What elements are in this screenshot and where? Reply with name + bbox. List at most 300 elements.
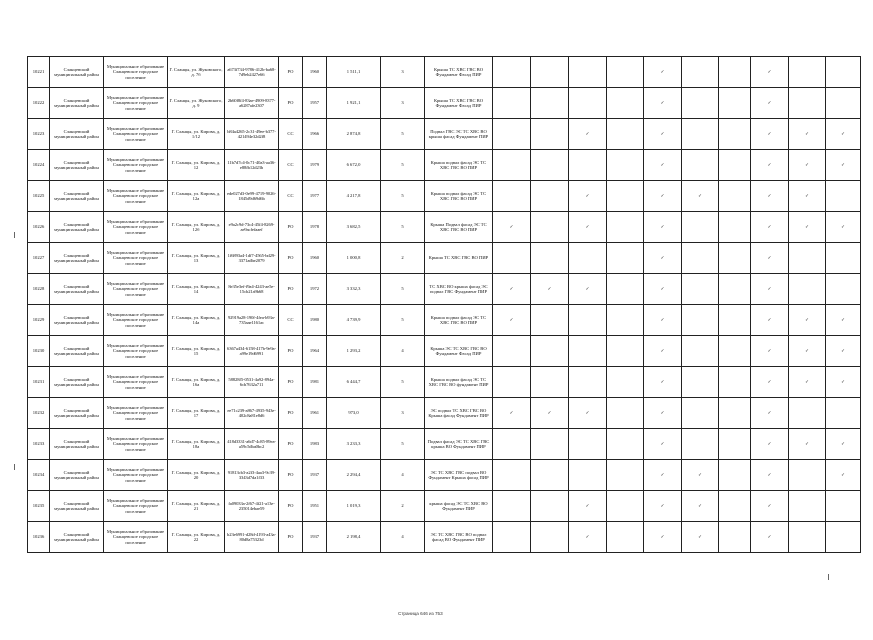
work-check-cell <box>719 119 751 150</box>
work-check-cell <box>682 243 719 274</box>
checkmark-icon: ✓ <box>585 534 590 540</box>
works-cell: ЭС ТС ХВС ГВС подвал ВО Фундамент Крыша фасад ПИР <box>425 460 493 491</box>
address-cell: Г. Сланцы, ул. Кирова, д. 14а <box>168 305 225 336</box>
work-check-cell <box>682 212 719 243</box>
work-check-cell <box>607 460 644 491</box>
work-check-cell <box>826 398 861 429</box>
address-cell: Г. Сланцы, ул. Жуковского, д. 7б <box>168 57 225 88</box>
checkmark-icon: ✓ <box>805 348 809 354</box>
work-check-cell <box>607 336 644 367</box>
row-id: 10226 <box>28 212 50 243</box>
table-row <box>28 336 861 367</box>
year-cell: 1960 <box>303 243 327 274</box>
year-cell: 1961 <box>303 398 327 429</box>
work-check-cell <box>569 57 607 88</box>
work-check-cell <box>789 243 826 274</box>
work-check-cell <box>719 150 751 181</box>
checkmark-icon: ✓ <box>767 131 772 137</box>
district-cell: Сланцевский муниципальный район <box>50 150 104 181</box>
table-row <box>28 522 861 553</box>
work-check-cell <box>751 243 789 274</box>
work-check-cell <box>682 336 719 367</box>
work-check-cell <box>644 522 682 553</box>
work-check-cell <box>719 212 751 243</box>
type-cell: РО <box>279 212 303 243</box>
floors-cell: 3 <box>381 398 425 429</box>
guid-cell: 1f6893a4-1df7-4565-bd29-3371adbe2079 <box>225 243 279 274</box>
checkmark-icon: ✓ <box>841 441 845 447</box>
row-id: 10231 <box>28 367 50 398</box>
guid-cell: 8e35e3ef-f9a4-4243-ae5e-15cb21a9b68 <box>225 274 279 305</box>
municipality-cell: Муниципальное образование Сланцевское городское поселение <box>104 119 168 150</box>
municipality-cell: Муниципальное образование Сланцевское городское поселение <box>104 181 168 212</box>
work-check-cell <box>719 274 751 305</box>
address-cell: Г. Сланцы, ул. Кирова, д. 12б <box>168 212 225 243</box>
area-cell: 973,0 <box>327 398 381 429</box>
row-id: 10233 <box>28 429 50 460</box>
area-cell: 2 294,4 <box>327 460 381 491</box>
checkmark-icon: ✓ <box>698 193 702 199</box>
work-check-cell <box>644 119 682 150</box>
checkmark-icon: ✓ <box>660 162 665 168</box>
work-check-cell <box>644 274 682 305</box>
work-check-cell <box>682 367 719 398</box>
type-cell: СС <box>279 305 303 336</box>
area-cell: 1 000,8 <box>327 243 381 274</box>
work-check-cell <box>531 460 569 491</box>
checkmark-icon: ✓ <box>767 224 772 230</box>
row-id: 10234 <box>28 460 50 491</box>
row-id: 10224 <box>28 150 50 181</box>
address-cell: Г. Сланцы, ул. Кирова, д. 18а <box>168 429 225 460</box>
district-cell: Сланцевский муниципальный район <box>50 460 104 491</box>
guid-cell: 11b7d7c4-0c71-40a3-aa36-e88fb12d23b <box>225 150 279 181</box>
work-check-cell <box>719 88 751 119</box>
works-cell: крыша фасад ЭС ТС ХВС ВО Фундамент ПИР <box>425 491 493 522</box>
works-cell: Крыша ЭС ТС ХВС ГВС ВО Фундамент Фасад ПИР <box>425 336 493 367</box>
checkmark-icon: ✓ <box>767 255 772 261</box>
area-cell: 6 444,7 <box>327 367 381 398</box>
type-cell: РО <box>279 429 303 460</box>
type-cell: РО <box>279 398 303 429</box>
municipality-cell: Муниципальное образование Сланцевское городское поселение <box>104 522 168 553</box>
guid-cell: e9a2c9d-73c4-45f4-8269-ae9acfefaaef <box>225 212 279 243</box>
table-row <box>28 274 861 305</box>
work-check-cell <box>682 150 719 181</box>
year-cell: 1978 <box>303 212 327 243</box>
municipality-cell: Муниципальное образование Сланцевское городское поселение <box>104 212 168 243</box>
work-check-cell <box>644 212 682 243</box>
work-check-cell <box>751 367 789 398</box>
district-cell: Сланцевский муниципальный район <box>50 119 104 150</box>
works-cell: Крыша подвал фасад ЭС ТС ХВС ГВС ВО ПИР <box>425 150 493 181</box>
work-check-cell <box>644 150 682 181</box>
table-row <box>28 150 861 181</box>
work-check-cell <box>531 522 569 553</box>
district-cell: Сланцевский муниципальный район <box>50 274 104 305</box>
guid-cell: ede027d3-0e99-4719-9026-1845d9d69d6b <box>225 181 279 212</box>
work-check-cell <box>751 88 789 119</box>
district-cell: Сланцевский муниципальный район <box>50 491 104 522</box>
work-check-cell <box>569 181 607 212</box>
type-cell: РО <box>279 88 303 119</box>
work-check-cell <box>493 429 531 460</box>
work-check-cell <box>751 398 789 429</box>
checkmark-icon: ✓ <box>585 224 590 230</box>
row-id: 10227 <box>28 243 50 274</box>
checkmark-icon: ✓ <box>841 317 845 323</box>
works-cell: Крыша Подвал фасад ЭС ТС ХВС ГВС ВО ПИР <box>425 212 493 243</box>
work-check-cell <box>569 119 607 150</box>
table-row <box>28 212 861 243</box>
works-cell: Подвал фасад ЭС ТС ХВС ГВС крыша ВО Фундамент ПИР <box>425 429 493 460</box>
type-cell: РО <box>279 274 303 305</box>
work-check-cell <box>751 119 789 150</box>
work-check-cell <box>682 460 719 491</box>
work-check-cell <box>826 57 861 88</box>
work-check-cell <box>789 88 826 119</box>
work-check-cell <box>644 181 682 212</box>
checkmark-icon: ✓ <box>767 503 772 509</box>
works-cell: Крыша ТС ХВС ГВС ВО Фундамент Фасад ПИР <box>425 57 493 88</box>
works-cell: ТС ХВС ВО крыша фасад ЭС подвал ГВС Фундамент ПИР <box>425 274 493 305</box>
work-check-cell <box>789 305 826 336</box>
work-check-cell <box>644 88 682 119</box>
work-check-cell <box>644 57 682 88</box>
work-check-cell <box>751 212 789 243</box>
checkmark-icon: ✓ <box>660 472 665 478</box>
work-check-cell <box>751 150 789 181</box>
year-cell: 1957 <box>303 88 327 119</box>
work-check-cell <box>826 336 861 367</box>
work-check-cell <box>751 460 789 491</box>
checkmark-icon: ✓ <box>767 317 772 323</box>
row-id: 10228 <box>28 274 50 305</box>
table-row <box>28 119 861 150</box>
work-check-cell <box>826 243 861 274</box>
work-check-cell <box>644 491 682 522</box>
checkmark-icon: ✓ <box>767 441 772 447</box>
checkmark-icon: ✓ <box>841 348 845 354</box>
work-check-cell <box>569 367 607 398</box>
guid-cell: 91813cb3-a2f3-4aa3-9c39-3343d7da1f33 <box>225 460 279 491</box>
row-id: 10230 <box>28 336 50 367</box>
row-id: 10232 <box>28 398 50 429</box>
address-cell: Г. Сланцы, ул. Кирова, д. 21 <box>168 491 225 522</box>
table-row <box>28 305 861 336</box>
address-cell: Г. Сланцы, ул. Кирова, д. 12 <box>168 150 225 181</box>
district-cell: Сланцевский муниципальный район <box>50 336 104 367</box>
page-footer: Страница 646 из 753 <box>398 611 443 616</box>
area-cell: 4 739,9 <box>327 305 381 336</box>
work-check-cell <box>789 181 826 212</box>
work-check-cell <box>789 491 826 522</box>
work-check-cell <box>531 181 569 212</box>
address-cell: Г. Сланцы, ул. Кирова, д. 1/12 <box>168 119 225 150</box>
checkmark-icon: ✓ <box>509 317 514 323</box>
checkmark-icon: ✓ <box>841 379 845 385</box>
scan-mark <box>828 574 829 580</box>
municipality-cell: Муниципальное образование Сланцевское городское поселение <box>104 460 168 491</box>
address-cell: Г. Сланцы, ул. Кирова, д. 22 <box>168 522 225 553</box>
work-check-cell <box>719 491 751 522</box>
work-check-cell <box>607 181 644 212</box>
checkmark-icon: ✓ <box>585 193 590 199</box>
work-check-cell <box>569 336 607 367</box>
work-check-cell <box>789 150 826 181</box>
checkmark-icon: ✓ <box>841 224 845 230</box>
work-check-cell <box>607 429 644 460</box>
work-check-cell <box>751 57 789 88</box>
works-cell: Подвал ГВС ЭС ТС ХВС ВО крыша фасад Фундамент ПИР <box>425 119 493 150</box>
work-check-cell <box>493 243 531 274</box>
work-check-cell <box>607 274 644 305</box>
year-cell: 1937 <box>303 522 327 553</box>
work-check-cell <box>493 336 531 367</box>
municipality-cell: Муниципальное образование Сланцевское городское поселение <box>104 57 168 88</box>
checkmark-icon: ✓ <box>805 162 809 168</box>
work-check-cell <box>531 119 569 150</box>
address-cell: Г. Сланцы, ул. Жуковского, д. 9 <box>168 88 225 119</box>
work-check-cell <box>644 305 682 336</box>
year-cell: 1972 <box>303 274 327 305</box>
municipality-cell: Муниципальное образование Сланцевское городское поселение <box>104 336 168 367</box>
checkmark-icon: ✓ <box>698 472 702 478</box>
work-check-cell <box>719 522 751 553</box>
work-check-cell <box>531 398 569 429</box>
work-check-cell <box>682 274 719 305</box>
work-check-cell <box>569 398 607 429</box>
municipality-cell: Муниципальное образование Сланцевское городское поселение <box>104 491 168 522</box>
work-check-cell <box>826 460 861 491</box>
address-cell: Г. Сланцы, ул. Кирова, д. 17 <box>168 398 225 429</box>
checkmark-icon: ✓ <box>660 317 665 323</box>
work-check-cell <box>607 57 644 88</box>
guid-cell: 58828f5-0531-4a92-894a-6cb7632a711 <box>225 367 279 398</box>
work-check-cell <box>789 398 826 429</box>
work-check-cell <box>531 491 569 522</box>
checkmark-icon: ✓ <box>660 100 665 106</box>
checkmark-icon: ✓ <box>767 472 772 478</box>
year-cell: 1979 <box>303 150 327 181</box>
checkmark-icon: ✓ <box>585 286 590 292</box>
checkmark-icon: ✓ <box>660 534 665 540</box>
floors-cell: 5 <box>381 274 425 305</box>
area-cell: 1 511,1 <box>327 57 381 88</box>
checkmark-icon: ✓ <box>841 162 845 168</box>
address-cell: Г. Сланцы, ул. Кирова, д. 12а <box>168 181 225 212</box>
row-id: 10229 <box>28 305 50 336</box>
address-cell: Г. Сланцы, ул. Кирова, д. 20 <box>168 460 225 491</box>
checkmark-icon: ✓ <box>509 286 514 292</box>
type-cell: СС <box>279 119 303 150</box>
table-row <box>28 88 861 119</box>
guid-cell: 2b60f8f4-83ae-4909-8377-a6287afe2307 <box>225 88 279 119</box>
work-check-cell <box>826 274 861 305</box>
work-check-cell <box>493 88 531 119</box>
floors-cell: 5 <box>381 212 425 243</box>
address-cell: Г. Сланцы, ул. Кирова, д. 15 <box>168 336 225 367</box>
table-body <box>28 57 861 553</box>
row-id: 10223 <box>28 119 50 150</box>
municipality-cell: Муниципальное образование Сланцевское городское поселение <box>104 367 168 398</box>
municipality-cell: Муниципальное образование Сланцевское городское поселение <box>104 398 168 429</box>
guid-cell: 92919a28-190f-4fea-b93a-735aae1161ac <box>225 305 279 336</box>
work-check-cell <box>531 88 569 119</box>
work-check-cell <box>789 367 826 398</box>
work-check-cell <box>531 305 569 336</box>
work-check-cell <box>493 119 531 150</box>
work-check-cell <box>569 305 607 336</box>
area-cell: 1 019,3 <box>327 491 381 522</box>
checkmark-icon: ✓ <box>805 193 809 199</box>
work-check-cell <box>682 57 719 88</box>
area-cell: 2 198,4 <box>327 522 381 553</box>
work-check-cell <box>569 243 607 274</box>
row-id: 10222 <box>28 88 50 119</box>
work-check-cell <box>493 491 531 522</box>
work-check-cell <box>569 212 607 243</box>
checkmark-icon: ✓ <box>805 131 809 137</box>
work-check-cell <box>751 429 789 460</box>
year-cell: 1964 <box>303 336 327 367</box>
municipality-cell: Муниципальное образование Сланцевское городское поселение <box>104 429 168 460</box>
table-row <box>28 398 861 429</box>
work-check-cell <box>719 429 751 460</box>
work-check-cell <box>682 119 719 150</box>
checkmark-icon: ✓ <box>805 317 809 323</box>
type-cell: РО <box>279 336 303 367</box>
work-check-cell <box>826 305 861 336</box>
year-cell: 1977 <box>303 181 327 212</box>
checkmark-icon: ✓ <box>767 286 772 292</box>
work-check-cell <box>789 336 826 367</box>
municipality-cell: Муниципальное образование Сланцевское городское поселение <box>104 243 168 274</box>
work-check-cell <box>751 336 789 367</box>
guid-cell: fa09033a-2f67-4f21-a13e-235014ebae59 <box>225 491 279 522</box>
area-cell: 4 217,8 <box>327 181 381 212</box>
work-check-cell <box>569 88 607 119</box>
work-check-cell <box>826 522 861 553</box>
checkmark-icon: ✓ <box>660 379 665 385</box>
work-check-cell <box>493 181 531 212</box>
work-check-cell <box>719 460 751 491</box>
floors-cell: 4 <box>381 522 425 553</box>
table-row <box>28 491 861 522</box>
floors-cell: 2 <box>381 243 425 274</box>
work-check-cell <box>789 274 826 305</box>
checkmark-icon: ✓ <box>660 286 665 292</box>
year-cell: 1980 <box>303 305 327 336</box>
checkmark-icon: ✓ <box>509 224 514 230</box>
work-check-cell <box>826 88 861 119</box>
checkmark-icon: ✓ <box>547 410 552 416</box>
guid-cell: 6367a434-6158-417b-9e9a-a99e19d6991 <box>225 336 279 367</box>
municipality-cell: Муниципальное образование Сланцевское городское поселение <box>104 150 168 181</box>
work-check-cell <box>682 88 719 119</box>
row-id: 10235 <box>28 491 50 522</box>
work-check-cell <box>719 398 751 429</box>
work-check-cell <box>493 460 531 491</box>
work-check-cell <box>826 367 861 398</box>
floors-cell: 3 <box>381 57 425 88</box>
checkmark-icon: ✓ <box>841 472 845 478</box>
works-cell: ЭС подвал ТС ХВС ГВС ВО Крыша фасад Фундамент ПИР <box>425 398 493 429</box>
work-check-cell <box>493 150 531 181</box>
floors-cell: 3 <box>381 88 425 119</box>
work-check-cell <box>719 367 751 398</box>
district-cell: Сланцевский муниципальный район <box>50 88 104 119</box>
area-cell: 1 293,2 <box>327 336 381 367</box>
guid-cell: a673f734-9786-412b-ba68-7d9eb2427e66 <box>225 57 279 88</box>
checkmark-icon: ✓ <box>805 441 809 447</box>
work-check-cell <box>531 212 569 243</box>
checkmark-icon: ✓ <box>767 379 772 385</box>
works-cell: Крыша подвал фасад ЭС ТС ХВС ГВС ВО ПИР <box>425 181 493 212</box>
area-cell: 1 921,1 <box>327 88 381 119</box>
checkmark-icon: ✓ <box>698 534 702 540</box>
address-cell: Г. Сланцы, ул. Кирова, д. 16а <box>168 367 225 398</box>
table-row <box>28 243 861 274</box>
work-check-cell <box>789 429 826 460</box>
works-cell: Крыша ТС ХВС ГВС ВО ПИР <box>425 243 493 274</box>
year-cell: 1960 <box>303 57 327 88</box>
guid-cell: b23e6991-d28d-4193-a43a-80d8a75323d <box>225 522 279 553</box>
checkmark-icon: ✓ <box>660 503 665 509</box>
table-row <box>28 181 861 212</box>
checkmark-icon: ✓ <box>805 224 809 230</box>
guid-cell: ee71c239-a867-4935-943e-402c8a81e8d6 <box>225 398 279 429</box>
checkmark-icon: ✓ <box>660 255 665 261</box>
year-cell: 1966 <box>303 119 327 150</box>
area-cell: 2 874,8 <box>327 119 381 150</box>
works-cell: Крыша ТС ХВС ГВС ВО Фундамент Фасад ПИР <box>425 88 493 119</box>
work-check-cell <box>789 522 826 553</box>
checkmark-icon: ✓ <box>805 379 809 385</box>
work-check-cell <box>531 150 569 181</box>
work-check-cell <box>719 305 751 336</box>
checkmark-icon: ✓ <box>585 503 590 509</box>
work-check-cell <box>644 367 682 398</box>
table-row <box>28 367 861 398</box>
checkmark-icon: ✓ <box>660 69 665 75</box>
work-check-cell <box>493 57 531 88</box>
work-check-cell <box>789 212 826 243</box>
work-check-cell <box>644 429 682 460</box>
work-check-cell <box>493 522 531 553</box>
district-cell: Сланцевский муниципальный район <box>50 429 104 460</box>
type-cell: СС <box>279 181 303 212</box>
scan-mark <box>14 464 15 470</box>
work-check-cell <box>682 522 719 553</box>
work-check-cell <box>607 305 644 336</box>
table-row <box>28 57 861 88</box>
checkmark-icon: ✓ <box>660 348 665 354</box>
checkmark-icon: ✓ <box>767 69 772 75</box>
area-cell: 3 332,3 <box>327 274 381 305</box>
checkmark-icon: ✓ <box>767 162 772 168</box>
municipality-cell: Муниципальное образование Сланцевское городское поселение <box>104 88 168 119</box>
checkmark-icon: ✓ <box>767 348 772 354</box>
work-check-cell <box>751 522 789 553</box>
floors-cell: 5 <box>381 429 425 460</box>
work-check-cell <box>719 336 751 367</box>
work-check-cell <box>751 274 789 305</box>
work-check-cell <box>826 119 861 150</box>
checkmark-icon: ✓ <box>698 503 702 509</box>
floors-cell: 5 <box>381 367 425 398</box>
work-check-cell <box>789 119 826 150</box>
